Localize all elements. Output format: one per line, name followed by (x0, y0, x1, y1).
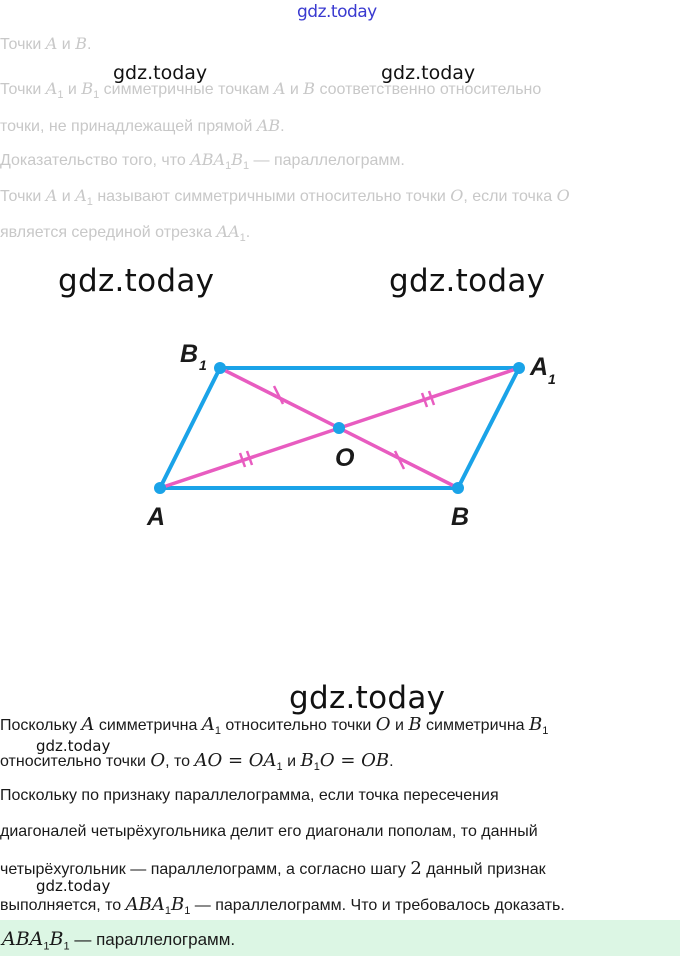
point-b (452, 482, 464, 494)
watermark: gdz.today (36, 737, 111, 755)
solution-line: диагоналей четырёхугольника делит его диагонали пополам, то данный (0, 823, 538, 840)
point-o (333, 422, 345, 434)
watermark: gdz.today (289, 680, 446, 716)
label-b1: B (180, 340, 199, 368)
solution-line: Поскольку A симметрична $A_1$ относительно точки O и B симметрична $B_1$ (0, 714, 549, 738)
label-a1-sub: 1 (548, 371, 556, 387)
watermark: gdz.today (36, 877, 111, 895)
watermark: gdz.today (58, 263, 215, 299)
label-b: B (451, 503, 470, 531)
watermark: gdz.today (297, 2, 377, 22)
label-o: O (335, 444, 355, 472)
watermark: gdz.today (113, 62, 208, 84)
watermark: gdz.today (389, 263, 546, 299)
given-line: Точки A и $A_1$ называют симметричными относительно точки O, если точка O (0, 186, 570, 209)
solution-line: Поскольку по признаку параллелограмма, если точка пересечения (0, 787, 499, 804)
point-a1 (513, 362, 525, 374)
given-line: Доказательство того, что $ABA_1B_1$ — параллелограмм. (0, 150, 405, 173)
label-b1-sub: 1 (199, 357, 207, 373)
answer-text: $ABA_1B_1$ — параллелограмм. (2, 928, 236, 953)
answer-box (0, 920, 680, 956)
point-b1 (214, 362, 226, 374)
solution-line: четырёхугольник — параллелограмм, а согласно шагу 2 данный признак (0, 858, 546, 879)
watermark: gdz.today (381, 62, 476, 84)
points (154, 362, 525, 494)
label-a1: A (530, 353, 549, 381)
label-a: A (147, 503, 166, 531)
given-line: является серединой отрезка $AA_1$. (0, 222, 251, 245)
solution-line: относительно точки O, то AO = $OA_1$ и $B_1O$ = OB. (0, 750, 394, 774)
given-line: Точки A и B. (0, 34, 92, 53)
given-line: точки, не принадлежащей прямой AB. (0, 116, 285, 135)
given-line: Точки $A_1$ и $B_1$ симметричные точкам A и B соответственно относительно (0, 79, 542, 102)
solution-line: выполняется, то $ABA_1B_1$ — параллелограмм. Что и требовалось доказать. (0, 894, 565, 918)
point-a (154, 482, 166, 494)
